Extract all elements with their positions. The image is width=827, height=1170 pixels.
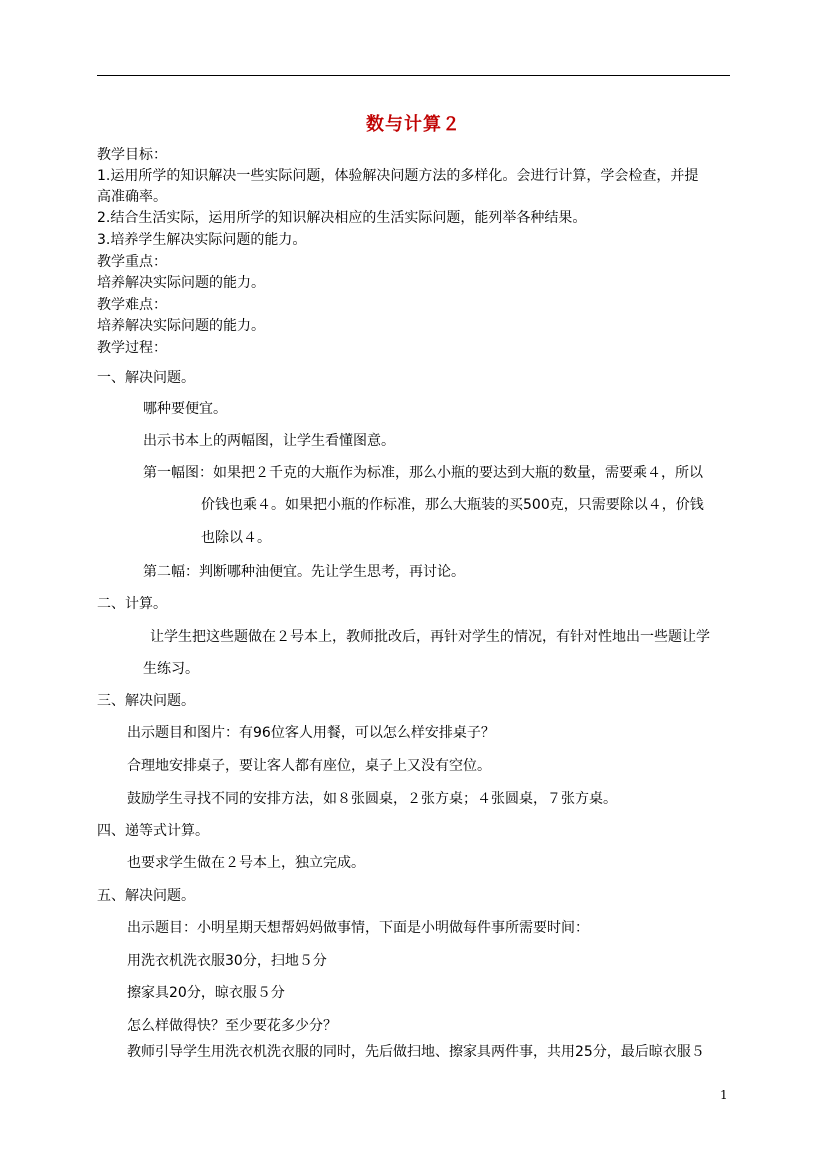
document-title: 数与计算２: [366, 114, 461, 135]
header-rule: [97, 75, 730, 76]
page-number: 1: [720, 1088, 728, 1102]
paragraph-line: 出示书本上的两幅图，让学生看懂图意。: [143, 433, 395, 449]
paragraph-line: 2.结合生活实际，运用所学的知识解决相应的生活实际问题，能列举各种结果。: [97, 210, 587, 226]
section-heading: 五、解决问题。: [97, 888, 195, 904]
section-heading: 四、递等式计算。: [97, 823, 209, 839]
paragraph-line: 让学生把这些题做在２号本上，教师批改后，再针对学生的情况，有针对性地出一些题让学: [150, 629, 710, 645]
section-label: 教学过程：: [97, 340, 167, 356]
paragraph-line: 也要求学生做在２号本上，独立完成。: [127, 855, 365, 871]
paragraph-line: 价钱也乘４。如果把小瓶的作标准，那么大瓶装的买500克，只需要除以４，价钱: [201, 497, 704, 513]
paragraph-line: 鼓励学生寻找不同的安排方法，如８张圆桌，２张方桌；４张圆桌，７张方桌。: [127, 791, 617, 807]
section-heading: 三、解决问题。: [97, 693, 195, 709]
paragraph-line: 培养解决实际问题的能力。: [97, 318, 265, 334]
paragraph-line: 高准确率。: [97, 189, 167, 205]
paragraph-line: 合理地安排桌子，要让客人都有座位，桌子上又没有空位。: [127, 758, 491, 774]
section-label: 教学难点：: [97, 297, 167, 313]
paragraph-line: 教学目标：: [97, 147, 167, 163]
paragraph-line: 怎么样做得快？至少要花多少分？: [127, 1018, 337, 1034]
section-label: 教学重点：: [97, 254, 167, 270]
paragraph-line: 1.运用所学的知识解决一些实际问题，体验解决问题方法的多样化。会进行计算，学会检查，并提: [97, 168, 699, 184]
paragraph-line: 哪种要便宜。: [143, 401, 227, 417]
paragraph-line: 生练习。: [143, 661, 199, 677]
paragraph-line: 第一幅图：如果把２千克的大瓶作为标准，那么小瓶的要达到大瓶的数量，需要乘４，所以: [143, 465, 703, 481]
section-heading: 二、计算。: [97, 596, 167, 612]
paragraph-line: 培养解决实际问题的能力。: [97, 275, 265, 291]
section-heading: 一、解决问题。: [97, 370, 195, 386]
paragraph-line: 也除以４。: [201, 530, 271, 546]
paragraph-line: 用洗衣机洗衣服30分，扫地５分: [127, 953, 327, 969]
paragraph-line: 教师引导学生用洗衣机洗衣服的同时，先后做扫地、擦家具两件事，共用25分，最后晾衣服５: [127, 1044, 705, 1060]
paragraph-line: 擦家具20分，晾衣服５分: [127, 985, 285, 1001]
paragraph-line: 第二幅：判断哪种油便宜。先让学生思考，再讨论。: [143, 564, 465, 580]
paragraph-line: 出示题目：小明星期天想帮妈妈做事情，下面是小明做每件事所需要时间：: [127, 920, 589, 936]
paragraph-line: 出示题目和图片：有96位客人用餐，可以怎么样安排桌子？: [127, 725, 495, 741]
paragraph-line: 3.培养学生解决实际问题的能力。: [97, 232, 307, 248]
